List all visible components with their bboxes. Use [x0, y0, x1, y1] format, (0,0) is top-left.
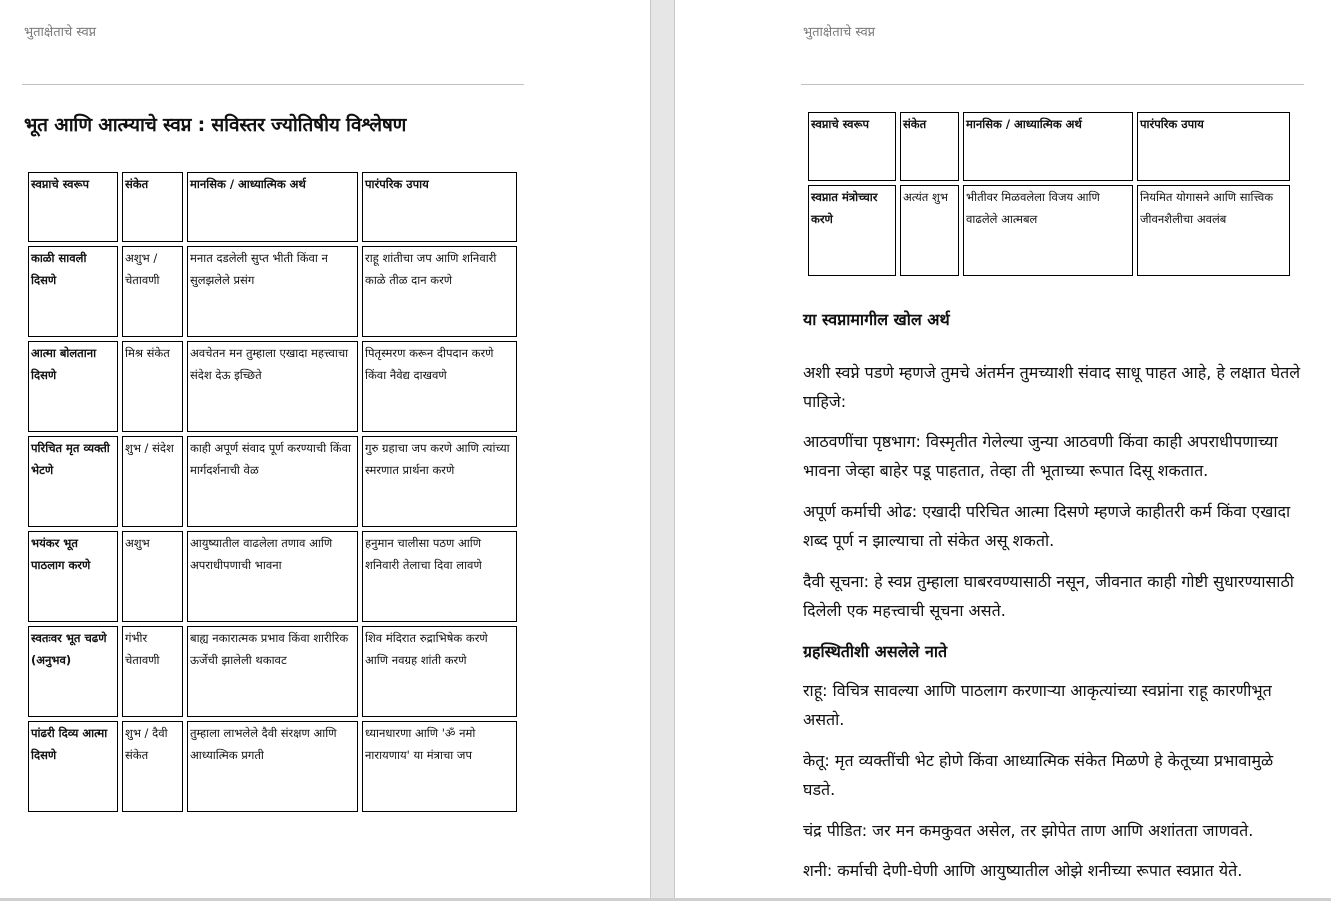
sign-cell: अशुभ — [122, 531, 183, 622]
table-header-cell: संकेत — [900, 112, 959, 181]
remedy-cell: नियमित योगासने आणि सात्त्विक जीवनशैलीचा अवलंब — [1137, 185, 1290, 276]
table-header-cell: स्वप्नाचे स्वरूप — [808, 112, 896, 181]
section-heading: ग्रहस्थितीशी असलेले नाते — [803, 642, 948, 661]
table-header-cell: स्वप्नाचे स्वरूप — [28, 172, 118, 242]
dream-form-cell: आत्मा बोलताना दिसणे — [28, 341, 118, 432]
paragraph: अपूर्ण कर्माची ओढ: एखादी परिचित आत्मा दिसणे म्हणजे काहीतरी कर्म किंवा एखादा शब्द पूर्ण न झाल्याचा तो संकेत असू शकतो. — [803, 502, 1291, 550]
dream-table-continued — [804, 108, 1294, 280]
table-row — [28, 246, 517, 337]
paragraph: दैवी सूचना: हे स्वप्न तुम्हाला घाबरवण्यासाठी नसून, जीवनात काही गोष्टी सुधारण्यासाठी दिलेली एक महत्त्वाची सूचना असते. — [803, 572, 1294, 620]
meaning-cell: तुम्हाला लाभलेले दैवी संरक्षण आणि आध्यात्मिक प्रगती — [187, 721, 358, 812]
remedy-cell: हनुमान चालीसा पठण आणि शनिवारी तेलाचा दिवा लावणे — [362, 531, 517, 622]
remedy-cell: पितृस्मरण करून दीपदान करणे किंवा नैवेद्य दाखवणे — [362, 341, 517, 432]
table-row — [28, 626, 517, 717]
table-row — [28, 436, 517, 527]
sign-cell: शुभ / दैवी संकेत — [122, 721, 183, 812]
sign-cell: अशुभ / चेतावणी — [122, 246, 183, 337]
dream-form-cell: भयंकर भूत पाठलाग करणे — [28, 531, 118, 622]
dream-form-cell: पांढरी दिव्य आत्मा दिसणे — [28, 721, 118, 812]
meaning-cell: मनात दडलेली सुप्त भीती किंवा न सुलझलेले प्रसंग — [187, 246, 358, 337]
dream-form-cell: स्वतःवर भूत चढणे (अनुभव) — [28, 626, 118, 717]
table-header-cell: संकेत — [122, 172, 183, 242]
sign-cell: मिश्र संकेत — [122, 341, 183, 432]
header-rule — [22, 84, 524, 85]
dream-form-cell: स्वप्नात मंत्रोच्चार करणे — [808, 185, 896, 276]
meaning-cell: अवचेतन मन तुम्हाला एखादा महत्त्वाचा संदेश देऊ इच्छिते — [187, 341, 358, 432]
paragraph: आठवणींचा पृष्ठभाग: विस्मृतीत गेलेल्या जुन्या आठवणी किंवा काही अपराधीपणाच्या भावना जेव्हा बाहेर पडू पाहतात, तेव्हा ती भूताच्या रूपात दिसू शकतात. — [803, 432, 1278, 480]
table-header-row — [808, 112, 1290, 181]
sign-cell: शुभ / संदेश — [122, 436, 183, 527]
table-row — [28, 721, 517, 812]
running-head: भुताक्षेताचे स्वप्न — [24, 25, 97, 40]
dream-form-cell: परिचित मृत व्यक्ती भेटणे — [28, 436, 118, 527]
meaning-cell: भीतीवर मिळवलेला विजय आणि वाढलेले आत्मबल — [963, 185, 1133, 276]
paragraph: राहू: विचित्र सावल्या आणि पाठलाग करणाऱ्या आकृत्यांच्या स्वप्नांना राहू कारणीभूत असतो. — [803, 681, 1272, 729]
table-header-cell: मानसिक / आध्यात्मिक अर्थ — [187, 172, 358, 242]
table-row — [28, 531, 517, 622]
running-head: भुताक्षेताचे स्वप्न — [803, 25, 876, 40]
table-header-row — [28, 172, 517, 242]
table-header-cell: पारंपरिक उपाय — [362, 172, 517, 242]
meaning-cell: काही अपूर्ण संवाद पूर्ण करण्याची किंवा मार्गदर्शनाची वेळ — [187, 436, 358, 527]
dream-form-cell: काळी सावली दिसणे — [28, 246, 118, 337]
remedy-cell: गुरु ग्रहाचा जप करणे आणि त्यांच्या स्मरणात प्रार्थना करणे — [362, 436, 517, 527]
paragraph: अशी स्वप्ने पडणे म्हणजे तुमचे अंतर्मन तुमच्याशी संवाद साधू पाहत आहे, हे लक्षात घेतले पाहिजे: — [803, 363, 1301, 411]
table-header-cell: पारंपरिक उपाय — [1137, 112, 1290, 181]
page-title: भूत आणि आत्म्याचे स्वप्न : सविस्तर ज्योतिषीय विश्लेषण — [24, 114, 407, 136]
section-heading: या स्वप्नामागील खोल अर्थ — [803, 310, 950, 329]
header-rule — [801, 84, 1304, 85]
table-row — [808, 185, 1290, 276]
table-header-cell: मानसिक / आध्यात्मिक अर्थ — [963, 112, 1133, 181]
meaning-cell: आयुष्यातील वाढलेला तणाव आणि अपराधीपणाची भावना — [187, 531, 358, 622]
sign-cell: गंभीर चेतावणी — [122, 626, 183, 717]
paragraph: शनी: कर्माची देणी-घेणी आणि आयुष्यातील ओझे शनीच्या रूपात स्वप्नात येते. — [803, 861, 1243, 880]
paragraph: केतू: मृत व्यक्तींची भेट होणे किंवा आध्यात्मिक संकेत मिळणे हे केतूच्या प्रभावामुळे घडते. — [803, 751, 1274, 799]
dream-table — [24, 168, 521, 816]
table-row — [28, 341, 517, 432]
remedy-cell: राहू शांतीचा जप आणि शनिवारी काळे तीळ दान करणे — [362, 246, 517, 337]
paragraph: चंद्र पीडित: जर मन कमकुवत असेल, तर झोपेत ताण आणि अशांतता जाणवते. — [803, 821, 1254, 840]
remedy-cell: शिव मंदिरात रुद्राभिषेक करणे आणि नवग्रह शांती करणे — [362, 626, 517, 717]
remedy-cell: ध्यानधारणा आणि 'ॐ नमो नारायणाय' या मंत्राचा जप — [362, 721, 517, 812]
sign-cell: अत्यंत शुभ — [900, 185, 959, 276]
page-gutter — [650, 0, 675, 898]
meaning-cell: बाह्य नकारात्मक प्रभाव किंवा शारीरिक ऊर्जेची झालेली थकावट — [187, 626, 358, 717]
page-left — [0, 0, 650, 898]
